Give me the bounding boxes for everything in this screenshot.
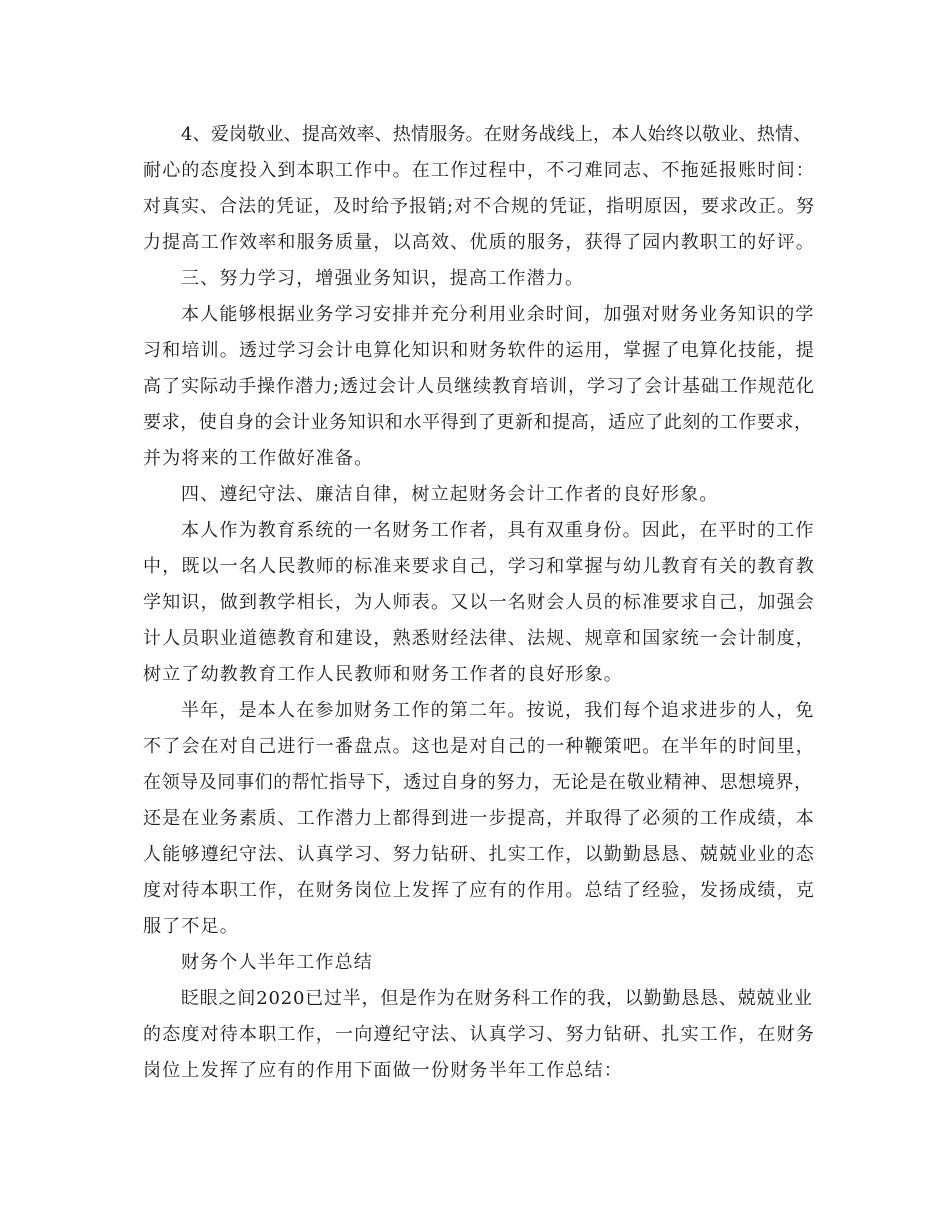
paragraph-line: 高了实际动手操作潜力;透过会计人员继续教育培训，学习了会计基础工作规范化 xyxy=(143,376,816,397)
paragraph-line: 本人能够根据业务学习安排并充分利用业余时间，加强对财务业务知识的学 xyxy=(181,304,815,325)
paragraph-line: 并为将来的工作做好准备。 xyxy=(143,448,374,469)
paragraph-line: 树立了幼教教育工作人民教师和财务工作者的良好形象。 xyxy=(143,664,623,685)
paragraph-line: 中，既以一名人民教师的标准来要求自己，学习和掌握与幼儿教育有关的教育教 xyxy=(143,556,815,577)
document-title: 财务个人半年工作总结 xyxy=(181,952,373,973)
paragraph-line: 要求，使自身的会计业务知识和水平得到了更新和提高，适应了此刻的工作要求， xyxy=(143,412,813,433)
section-heading: 三、努力学习，增强业务知识，提高工作潜力。 xyxy=(181,268,585,289)
paragraph-line: 的态度对待本职工作，一向遵纪守法、认真学习、努力钻研、扎实工作，在财务 xyxy=(143,1024,815,1045)
paragraph-line: 对真实、合法的凭证，及时给予报销;对不合规的凭证，指明原因，要求改正。努 xyxy=(143,196,816,217)
paragraph-line: 度对待本职工作，在财务岗位上发挥了应有的作用。总结了经验，发扬成绩，克 xyxy=(143,880,815,901)
paragraph-line: 不了会在对自己进行一番盘点。这也是对自己的一种鞭策吧。在半年的时间里， xyxy=(143,736,815,757)
section-heading: 四、遵纪守法、廉洁自律，树立起财务会计工作者的良好形象。 xyxy=(181,484,719,505)
paragraph-line: 在领导及同事们的帮忙指导下，透过自身的努力，无论是在敬业精神、思想境界， xyxy=(143,772,813,793)
paragraph-line: 力提高工作效率和服务质量，以高效、优质的服务，获得了园内教职工的好评。 xyxy=(143,232,815,253)
paragraph-line: 耐心的态度投入到本职工作中。在工作过程中，不刁难同志、不拖延报账时间： xyxy=(143,160,815,181)
paragraph-line: 眨眼之间2020已过半，但是作为在财务科工作的我，以勤勤恳恳、兢兢业业 xyxy=(181,988,813,1009)
paragraph-line: 还是在业务素质、工作潜力上都得到进一步提高，并取得了必须的工作成绩，本 xyxy=(143,808,815,829)
paragraph-line: 服了不足。 xyxy=(143,916,239,937)
paragraph-line: 半年，是本人在参加财务工作的第二年。按说，我们每个追求进步的人，免 xyxy=(181,700,815,721)
document-body xyxy=(143,117,815,1089)
paragraph-line: 岗位上发挥了应有的作用下面做一份财务半年工作总结： xyxy=(143,1060,623,1081)
paragraph-line: 本人作为教育系统的一名财务工作者，具有双重身份。因此，在平时的工作 xyxy=(181,520,815,541)
paragraph-line: 计人员职业道德教育和建设，熟悉财经法律、法规、规章和国家统一会计制度， xyxy=(143,628,815,649)
paragraph-line: 学知识，做到教学相长，为人师表。又以一名财会人员的标准要求自己，加强会 xyxy=(143,592,815,613)
paragraph-line: 人能够遵纪守法、认真学习、努力钻研、扎实工作，以勤勤恳恳、兢兢业业的态 xyxy=(143,844,815,865)
paragraph-line: 4、爱岗敬业、提高效率、热情服务。在财务战线上，本人始终以敬业、热情、 xyxy=(181,124,812,145)
paragraph-line: 习和培训。透过学习会计电算化知识和财务软件的运用，掌握了电算化技能，提 xyxy=(143,340,815,361)
